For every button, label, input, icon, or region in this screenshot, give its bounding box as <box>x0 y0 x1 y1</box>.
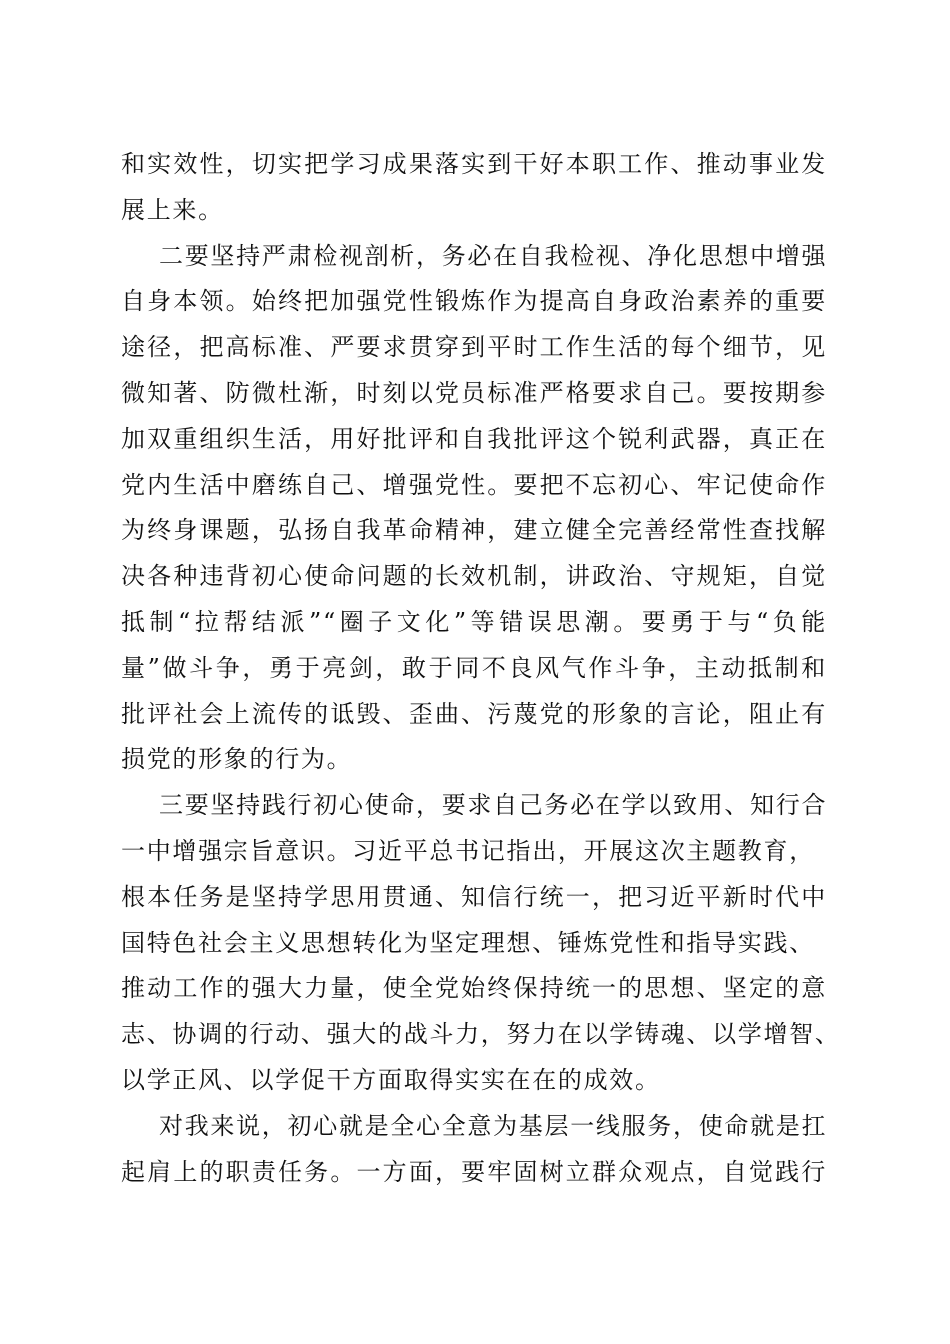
text-line: 途径，把高标准、严要求贯穿到平时工作生活的每个细节，见 <box>121 333 827 362</box>
text-line: 抵制“拉帮结派”“圈子文化”等错误思潮。要勇于与“负能 <box>121 607 827 636</box>
text-line: 决各种违背初心使命问题的长效机制，讲政治、守规矩，自觉 <box>121 562 827 591</box>
paragraph-4 <box>121 1104 827 1196</box>
text-line: 一中增强宗旨意识。习近平总书记指出，开展这次主题教育， <box>121 836 815 865</box>
text-line: 国特色社会主义思想转化为坚定理想、锤炼党性和指导实践、 <box>121 928 815 957</box>
text-line: 三要坚持践行初心使命，要求自己务必在学以致用、知行合 <box>159 791 828 820</box>
text-line: 党内生活中磨练自己、增强党性。要把不忘初心、牢记使命作 <box>121 470 827 499</box>
text-line: 二要坚持严肃检视剖析，务必在自我检视、净化思想中增强 <box>159 241 828 270</box>
text-line: 起肩上的职责任务。一方面，要牢固树立群众观点，自觉践行 <box>121 1157 827 1186</box>
text-line: 对我来说，初心就是全心全意为基层一线服务，使命就是扛 <box>159 1111 828 1140</box>
text-line: 微知著、防微杜渐，时刻以党员标准严格要求自己。要按期参 <box>121 378 827 407</box>
text-line: 损党的形象的行为。 <box>121 745 353 774</box>
text-line: 为终身课题，弘扬自我革命精神，建立健全完善经常性查找解 <box>121 516 827 545</box>
paragraph-2 <box>121 234 827 784</box>
paragraph-3 <box>121 783 841 1104</box>
text-line: 加双重组织生活，用好批评和自我批评这个锐利武器，真正在 <box>121 424 827 453</box>
text-line: 量”做斗争，勇于亮剑，敢于同不良风气作斗争，主动抵制和 <box>121 653 827 682</box>
text-line: 根本任务是坚持学思用贯通、知信行统一，把习近平新时代中 <box>121 882 827 911</box>
text-line: 志、协调的行动、强大的战斗力，努力在以学铸魂、以学增智、 <box>121 1020 841 1049</box>
text-line: 批评社会上流传的诋毁、歪曲、污蔑党的形象的言论，阻止有 <box>121 699 827 728</box>
text-line: 以学正风、以学促干方面取得实实在在的成效。 <box>121 1065 661 1094</box>
document-body <box>121 142 841 1195</box>
text-line: 展上来。 <box>121 195 224 224</box>
text-line: 和实效性，切实把学习成果落实到干好本职工作、推动事业发 <box>121 150 827 178</box>
paragraph-1 <box>121 142 827 234</box>
text-line: 推动工作的强大力量，使全党始终保持统一的思想、坚定的意 <box>121 974 827 1003</box>
text-line: 自身本领。始终把加强党性锻炼作为提高自身政治素养的重要 <box>121 287 827 316</box>
